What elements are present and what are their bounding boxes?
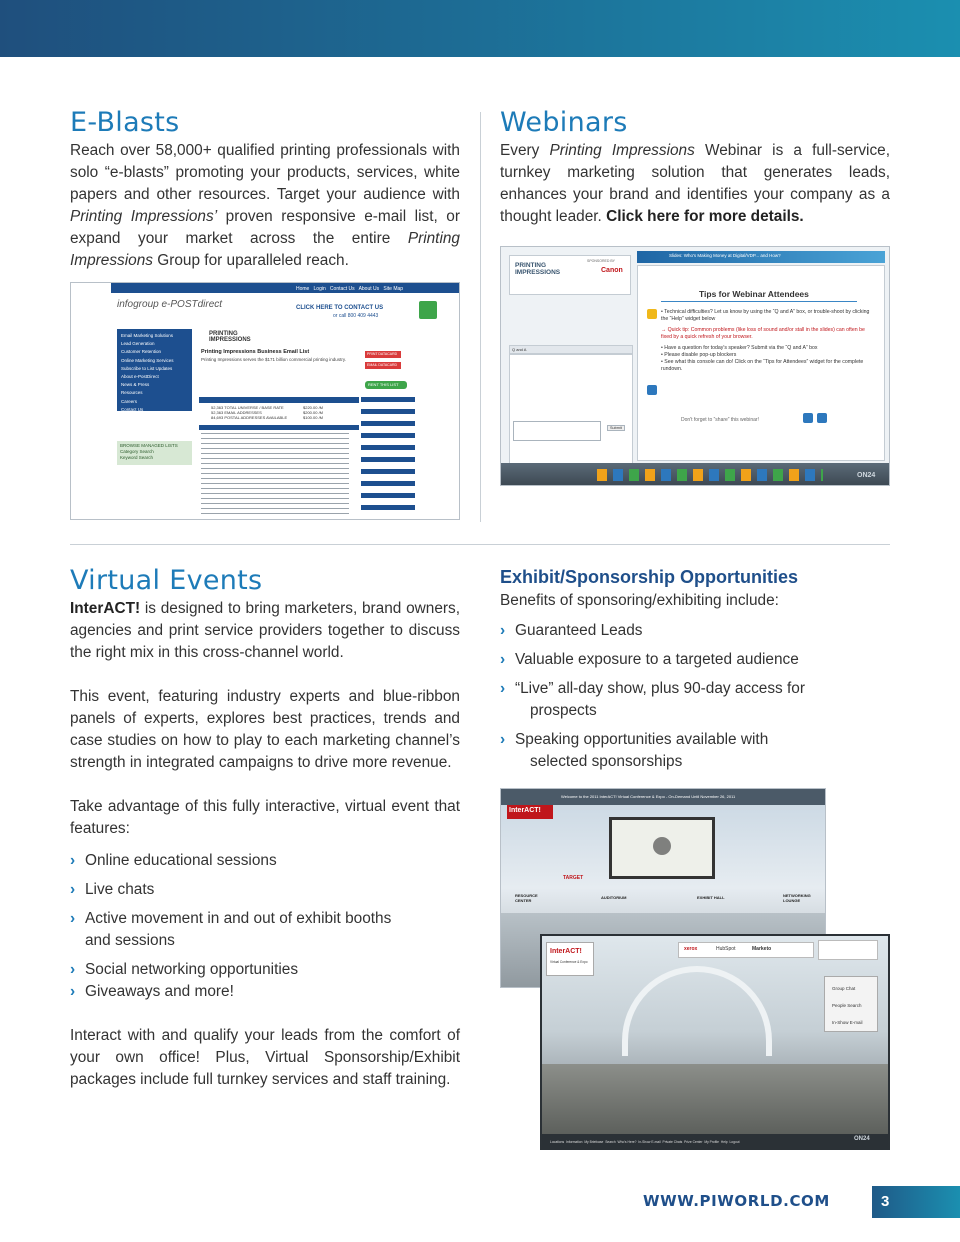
vh-arch [622, 966, 772, 1056]
ss-nav-item: Home [296, 286, 310, 292]
ws-share: Don't forget to “share” this webinar! [681, 417, 759, 423]
vh-side-button: In-Show E-mail [832, 1020, 863, 1025]
vh-nav-item: Logout [729, 1140, 740, 1144]
vl-booth-sign: TARGET [563, 875, 584, 881]
virtual-p1: InterACT! is designed to bring marketers, brand owners, agencies and print service providers together to discuss the right mix in this cross-channel world. [70, 600, 460, 661]
ws-tip: • Have a question for today's speaker? Submit via the “Q and A” box [661, 345, 818, 351]
ws-brand: PRINTING IMPRESSIONS [515, 262, 561, 276]
eblasts-body: Reach over 58,000+ qualified printing professionals with solo “e-blasts” promoting your products, services, white papers and other resources. Target your audience with Printing Impressions’ proven responsive e-mail list, or expand your market across the entire Printing Impressions Group for uparalleled reach. [70, 142, 460, 269]
ss-sidebar-item: Careers [121, 398, 138, 404]
ws-sponsor-label: SPONSORED BY [587, 259, 616, 263]
ss-logo: infogroup e-POSTdirect [117, 299, 223, 310]
ss-sidebar-item: Email Marketing Solutions [121, 333, 174, 338]
virtual-bullet: › Online educational sessions [70, 852, 277, 869]
ss-list-title: Printing Impressions Business Email List [201, 349, 310, 355]
footer-url-link[interactable]: WWW.PIWORLD.COM [643, 1192, 830, 1210]
virtual-events-section [70, 566, 460, 1091]
virtual-bullets [70, 850, 460, 1003]
ss-cta: CLICK HERE TO CONTACT US [296, 305, 384, 311]
vh-logo-sub: Virtual Conference & Expo [550, 960, 588, 964]
ss-nav-item: About Us [358, 286, 380, 292]
ss-sidebar-item: Contact Us [121, 406, 144, 412]
header-bar [0, 0, 960, 57]
ws-qa-input [513, 421, 601, 441]
ss-brand: PRINTING IMPRESSIONS [209, 331, 251, 343]
vl-banner-text: Welcome to the 2011 InterACT! Virtual Conference & Expo - On-Demand Until November 26, 2011 [561, 794, 736, 799]
ss-sidebar-item: News & Press [121, 382, 150, 388]
ws-tip-icon [647, 309, 657, 319]
ss-sidebar-item: Lead Generation [121, 341, 155, 347]
ws-tip: • Technical difficulties? Let us know by using the “Q and A” box, or trouble-shoot by clicking the “Help” widget below [661, 309, 870, 322]
ss-description-lines [201, 433, 349, 517]
ss-browse-item: Keyword Search [120, 455, 154, 460]
ss-sidebar-item: Subscribe to List Updates [121, 365, 173, 371]
vl-area: RESOURCE CENTER [515, 893, 538, 903]
ws-slide-title: Slides: Who's Making Money at Digital/VDP... and How? [669, 253, 781, 258]
ss-email-button: EMAIL DATACARD [365, 362, 401, 369]
virtual-bullet: › Social networking opportunities [70, 961, 299, 978]
ws-tip-icon [647, 385, 657, 395]
ws-qa-panel [509, 354, 633, 466]
ws-share-icon [803, 413, 813, 423]
column-divider [480, 112, 481, 522]
ss-sidebar-item: Customer Retention [121, 349, 162, 355]
vh-floor [542, 1064, 888, 1134]
vh-sponsor: Marketo [752, 946, 772, 952]
ss-nav-item: Contact Us [329, 286, 355, 292]
vh-sponsor-badge [818, 940, 878, 960]
eblasts-screenshot [70, 282, 460, 520]
vh-logo-text: InterACT! [550, 948, 582, 955]
ws-toolbar-icons [597, 469, 823, 481]
exhibit-bullet: › “Live” all-day show, plus 90-day access for prospects [500, 680, 805, 719]
vh-footer-brand: ON24 [854, 1136, 870, 1142]
ss-cta-phone: or call 800 409 4443 [333, 313, 379, 319]
vh-nav-item: Prize Center [684, 1140, 703, 1144]
ws-qa-label: Q and A [512, 347, 527, 352]
ws-footer-brand: ON24 [857, 472, 876, 479]
vl-area: EXHIBIT HALL [697, 895, 725, 900]
ss-rent-button: RENT THIS LIST [365, 381, 407, 389]
vh-nav-item: Help [720, 1140, 728, 1144]
ss-browse-label: BROWSE MANAGED LISTS [120, 443, 178, 448]
ss-count-row: 84,693 POSTAL ADDRESSES AVAILABLE [211, 415, 288, 420]
section-divider [70, 544, 890, 545]
virtual-bullet: › Active movement in and out of exhibit booths and sessions [70, 910, 392, 949]
webinars-body: Every Printing Impressions Webinar is a full-service, turnkey marketing solution that generates leads, enhances your brand and identifies your company as a thought leader. Click here for more details. [500, 142, 890, 225]
ws-tip: • See what this console can do! Click on the “Tips for Attendees” widget for the complete rundown. [661, 359, 864, 372]
ss-list-desc: Printing Impressions serves the $171 billion commercial printing industry. [201, 357, 346, 362]
ss-table-header [199, 397, 359, 403]
ss-nav-item: Login [313, 286, 326, 292]
ws-sponsor: Canon [601, 267, 623, 274]
virtual-bullet: › Live chats [70, 881, 155, 898]
ws-tip: → Quick tip: Common problems (like loss of sound and/or stall in the slides) can often be fixed by a quick refresh of your browser. [661, 327, 865, 340]
ss-sidebar-item: Resources [121, 390, 143, 396]
play-icon [653, 837, 671, 855]
ws-tip: • Please disable pop-up blockers [661, 352, 737, 358]
webinars-title: Webinars [500, 107, 628, 138]
webinars-screenshot [500, 246, 890, 486]
ss-nav-item: Site Map [383, 286, 404, 292]
ss-print-button: PRINT DATACARD [365, 351, 401, 358]
ss-price: $100.00 /M [303, 415, 324, 420]
ss-sidebar-item: About e-PostDirect [121, 374, 159, 380]
vl-area: NETWORKING LOUNGE [783, 893, 811, 903]
vh-nav-item: Private Chats [662, 1140, 683, 1144]
vh-nav-item: Who's Here? [617, 1140, 637, 1144]
ws-tips-title: Tips for Webinar Attendees [699, 289, 809, 299]
page-number: 3 [872, 1186, 960, 1218]
eblasts-section [70, 108, 460, 272]
vh-nav-item: My Profile [704, 1140, 719, 1144]
exhibit-bullet: › Valuable exposure to a targeted audience [500, 651, 799, 668]
ss-side-table [361, 397, 415, 517]
vh-sponsor: xerox [684, 946, 698, 952]
webinars-section [500, 108, 890, 228]
ss-price: $220.00 /M [303, 405, 324, 410]
virtual-p3: Take advantage of this fully interactive, virtual event that features: [70, 798, 460, 837]
virtual-p2: This event, featuring industry experts and blue-ribbon panels of experts, explores best practices, trends and case studies on how to play to each marketing channel’s strength in integrated campaigns to drive more revenue. [70, 688, 460, 771]
ws-tips-underline [661, 301, 857, 302]
eblasts-title: E-Blasts [70, 107, 180, 138]
vh-side-button: Group Chat [832, 986, 856, 991]
exhibit-bullets [500, 620, 890, 773]
vh-sponsor: HubSpot [716, 946, 736, 952]
ss-count-row: 52,363 TOTAL UNIVERSE / BASE RATE [211, 405, 284, 410]
virtual-p4: Interact with and qualify your leads from the comfort of your own office! Plus, Virtual Sponsorship/Exhibit packages include full turnkey services and staff training. [70, 1027, 460, 1088]
ss-browse-item: Category Search [120, 449, 154, 454]
virtual-bullet: › Giveaways and more! [70, 983, 234, 1000]
ws-share-icon [817, 413, 827, 423]
ws-qa-header [509, 345, 633, 354]
exhibit-section [500, 566, 890, 773]
ss-cta-icon [419, 301, 437, 319]
virtual-hall-screenshot [540, 934, 890, 1150]
exhibit-title: Exhibit/Sponsorship Opportunities [500, 567, 799, 587]
vh-nav-item: Locations [550, 1140, 565, 1144]
vh-nav-item: Search [605, 1140, 616, 1144]
virtual-events-title: Virtual Events [70, 565, 263, 596]
ss-description-bar [199, 425, 359, 430]
vh-sponsor-strip [678, 942, 814, 958]
vh-nav-item: Information [565, 1140, 583, 1144]
ss-price: $200.00 /M [303, 410, 324, 415]
more-details-link[interactable]: Click here for more details. [606, 208, 804, 225]
ss-count-row: 52,363 EMAIL ADDRESSES [211, 410, 262, 415]
exhibit-bullet: › Guaranteed Leads [500, 622, 643, 639]
vh-side-button: People Search [832, 1003, 862, 1008]
ws-submit: Submit [607, 425, 625, 431]
vl-logo: InterACT! [507, 805, 553, 819]
vh-nav-item: In-Show E-mail [638, 1140, 661, 1144]
exhibit-intro: Benefits of sponsoring/exhibiting include: [500, 592, 779, 609]
vh-nav-item: My Briefcase [584, 1140, 604, 1144]
ss-sidebar-item: Online Marketing Services [121, 357, 174, 363]
exhibit-bullet: › Speaking opportunities available with selected sponsorships [500, 731, 769, 770]
vl-area: AUDITORIUM [601, 895, 627, 900]
